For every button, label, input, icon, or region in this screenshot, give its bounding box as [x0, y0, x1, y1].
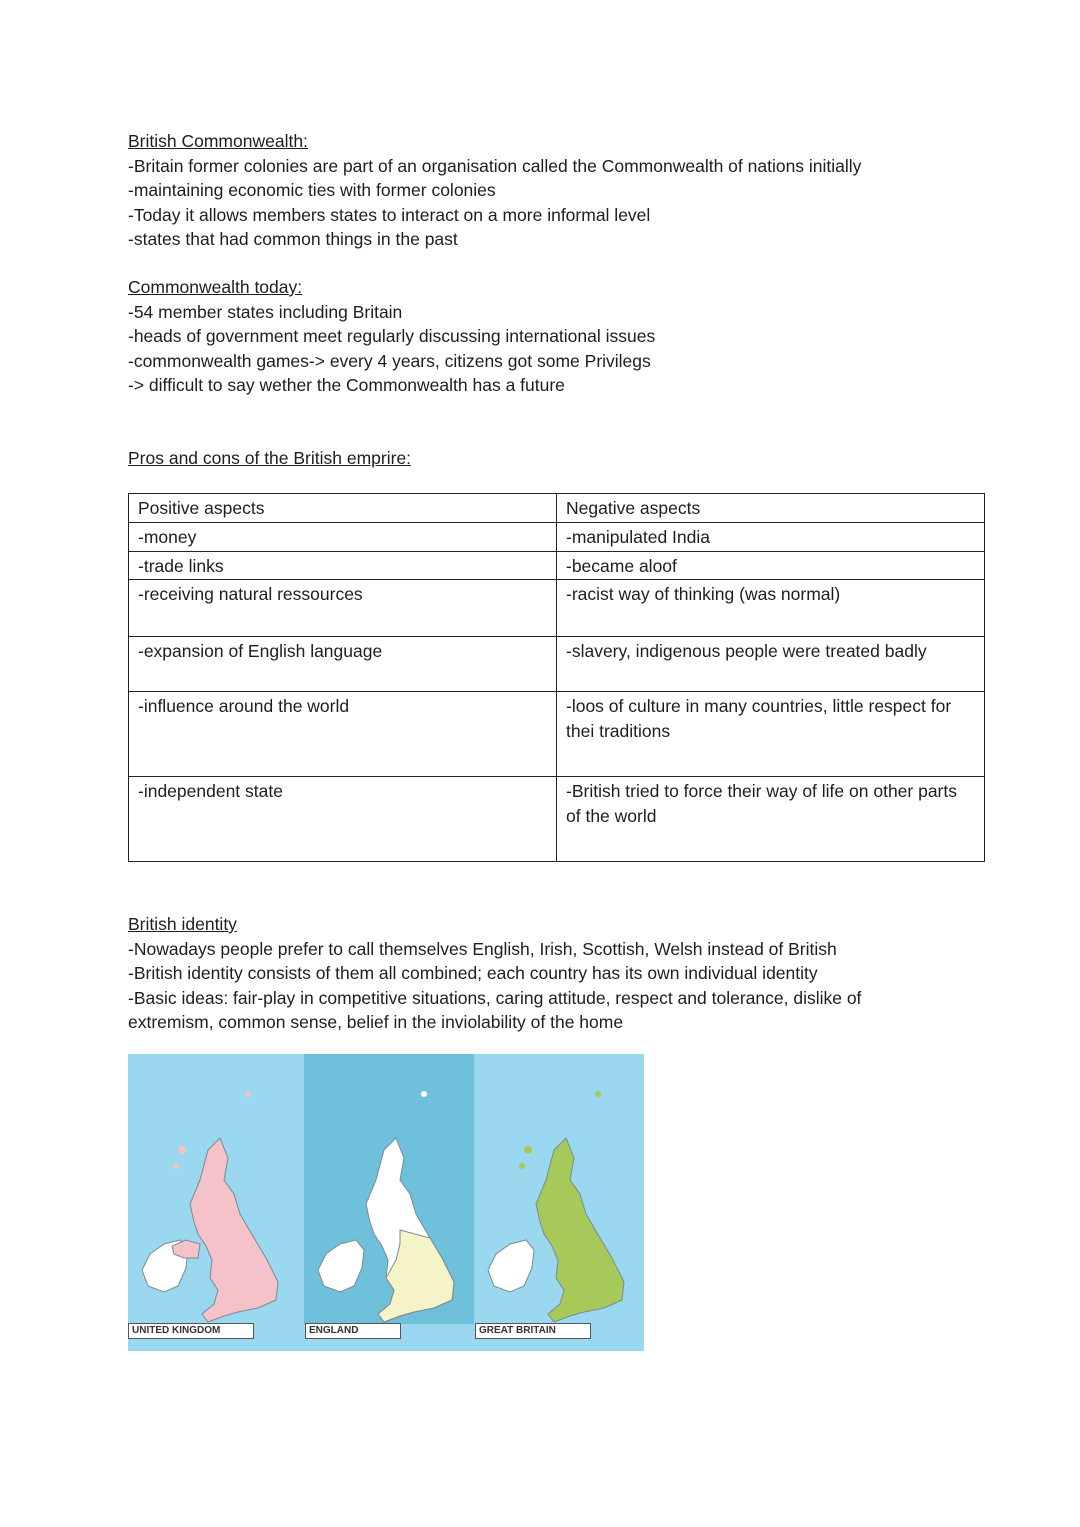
- bullet-line: -commonwealth games-> every 4 years, citizens got some Privilegs: [128, 350, 651, 371]
- section-british-commonwealth: [128, 129, 861, 252]
- header-cell-positive: Positive aspects: [129, 494, 557, 523]
- table-row: [129, 692, 985, 777]
- table-row: [129, 551, 985, 580]
- pros-cons-table: [128, 493, 985, 862]
- bullet-line: -British identity consists of them all combined; each country has its own individual identity: [128, 963, 818, 983]
- table-header-row: [129, 494, 985, 523]
- table-cell: -money: [129, 522, 557, 551]
- bullet-line: -> difficult to say wether the Commonwealth has a future: [128, 375, 565, 395]
- uk-maps-image: [128, 1054, 644, 1351]
- table-cell: -receiving natural ressources: [129, 580, 557, 637]
- table-cell: -expansion of English language: [129, 637, 557, 692]
- table-cell: -slavery, indigenous people were treated badly: [557, 637, 985, 692]
- bullet-line: -states that had common things in the past: [128, 229, 458, 249]
- map-label-united-kingdom: UNITED KINGDOM: [128, 1323, 254, 1339]
- table-row: [129, 637, 985, 692]
- bullet-line: -Britain former colonies are part of an organisation called the Commonwealth of nations initially: [128, 155, 862, 176]
- section-heading: Pros and cons of the British emprire:: [128, 448, 412, 468]
- table-cell: -racist way of thinking (was normal): [557, 580, 985, 637]
- bullet-line: -Basic ideas: fair-play in competitive situations, caring attitude, respect and tolerance, dislike of extremism, common sense, belief in the inviolability of the home: [128, 987, 862, 1032]
- table-cell: -loos of culture in many countries, little respect for thei traditions: [557, 692, 985, 777]
- section-pros-cons: [128, 446, 411, 471]
- table-cell: -trade links: [129, 551, 557, 580]
- table-cell: -influence around the world: [129, 692, 557, 777]
- section-commonwealth-today: [128, 275, 655, 398]
- table-cell: -British tried to force their way of life on other parts of the world: [557, 777, 985, 862]
- section-heading: British identity: [128, 914, 237, 934]
- bullet-line: -maintaining economic ties with former colonies: [128, 180, 496, 200]
- bullet-line: -Today it allows members states to interact on a more informal level: [128, 204, 651, 225]
- map-label-england: ENGLAND: [305, 1323, 401, 1339]
- header-cell-negative: Negative aspects: [557, 494, 985, 523]
- table-cell: -manipulated India: [557, 522, 985, 551]
- bullet-line: -heads of government meet regularly discussing international issues: [128, 326, 656, 346]
- table-row: [129, 580, 985, 637]
- table-cell: -independent state: [129, 777, 557, 862]
- section-british-identity: [128, 912, 928, 1035]
- table-row: [129, 777, 985, 862]
- table-row: [129, 522, 985, 551]
- uk-maps-figure: [128, 1054, 644, 1351]
- table-cell: -became aloof: [557, 551, 985, 580]
- section-heading: Commonwealth today:: [128, 277, 303, 297]
- bullet-line: -54 member states including Britain: [128, 301, 403, 322]
- bullet-line: -Nowadays people prefer to call themselves English, Irish, Scottish, Welsh instead of British: [128, 938, 837, 959]
- section-heading: British Commonwealth:: [128, 131, 308, 151]
- map-label-great-britain: GREAT BRITAIN: [475, 1323, 591, 1339]
